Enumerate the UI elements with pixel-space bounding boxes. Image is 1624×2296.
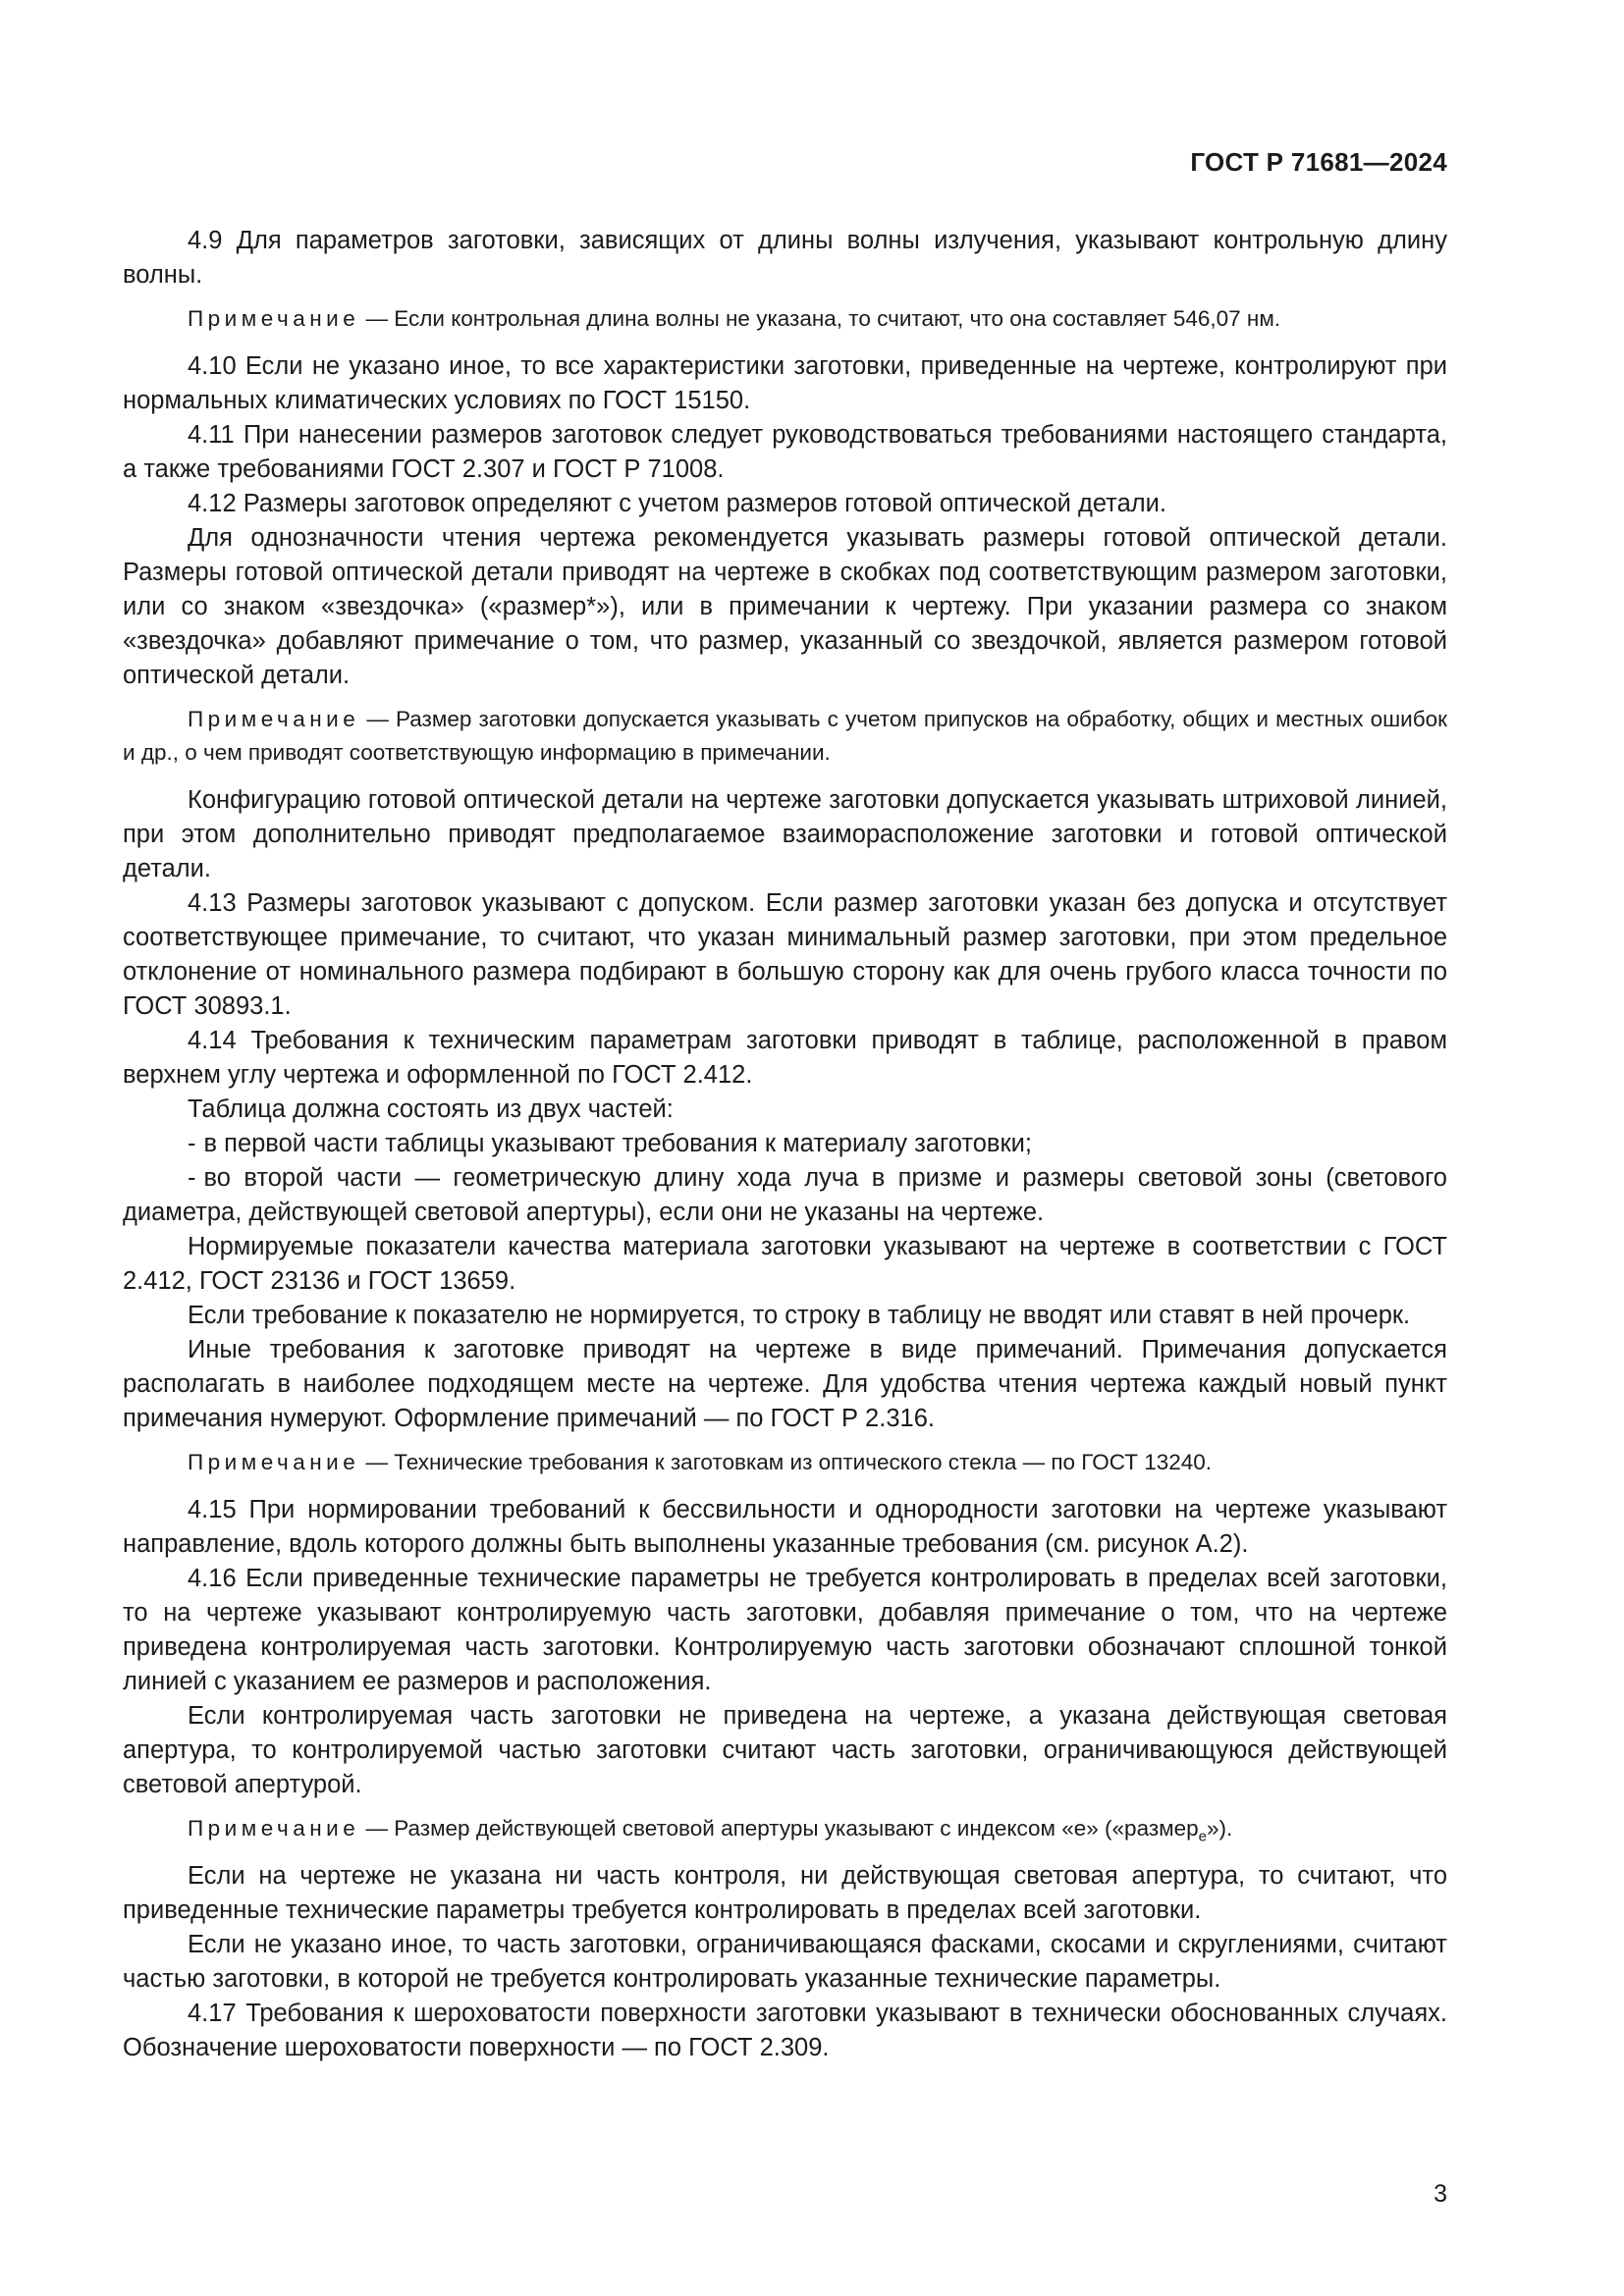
paragraph-chamfers: Если не указано иное, то часть заготовки, ограничивающаяся фасками, скосами и скруглениями, считают частью заготовки, в которой не требуется контролировать указанные технические параметры. [123,1931,1447,1993]
clause-4-14: 4.14 Требования к техническим параметрам заготовки приводят в таблице, расположенной в правом верхнем углу чертежа и оформленной по ГОСТ 2.412. [123,1027,1447,1089]
paragraph-not-normalized: Если требование к показателю не нормируется, то строку в таблицу не вводят или ставят в ней прочерк. [188,1302,1411,1329]
list-marker: - [188,1130,196,1157]
clause-4-13: 4.13 Размеры заготовок указывают с допуском. Если размер заготовки указан без допуска и отсутствует соответствующее примечание, то считают, что указан минимальный размер заготовки, при этом предельное отклонение от номинального размера подбирают в большую сторону как для очень грубого класса точности по ГОСТ 30893.1. [123,889,1447,1020]
paragraph-no-control-part: Если на чертеже не указана ни часть контроля, ни действующая световая апертура, то считают, что приведенные технические параметры требуется контролировать в пределах всей заготовки. [123,1862,1447,1924]
note-text: — Размер действующей световой апертуры указывают с индексом «е» («размер [359,1816,1199,1841]
note-label: Примечание [188,1816,360,1841]
note-subscript: е [1198,1828,1207,1845]
note-text: — Технические требования к заготовкам из оптического стекла — по ГОСТ 13240. [359,1450,1213,1474]
standard-number-header: ГОСТ Р 71681—2024 [1190,147,1447,177]
note-optical-glass [123,1446,1447,1479]
paragraph-other-requirements: Иные требования к заготовке приводят на чертеже в виде примечаний. Примечания допускается располагать в наиболее подходящем месте на чертеже. Для удобства чтения чертежа каждый новый пункт примечания нумеруют. Оформление примечаний — по ГОСТ Р 2.316. [123,1336,1447,1432]
note-text: — Если контрольная длина волны не указана, то считают, что она составляет 546,07 нм. [359,306,1281,331]
note-label: Примечание [188,306,360,331]
paragraph-table-intro: Таблица должна состоять из двух частей: [188,1095,674,1123]
clause-4-12-detail: Для однозначности чтения чертежа рекомендуется указывать размеры готовой оптической детали. Размеры готовой оптической детали приводят на чертеже в скобках под соответствующим размером заготовки, или со знаком «звездочка» («размер*»), или в примечании к чертежу. При указании размера со знаком «звездочка» добавляют примечание о том, что размер, указанный со звездочкой, является размером готовой оптической детали. [123,524,1447,689]
paragraph-quality-indicators: Нормируемые показатели качества материала заготовки указывают на чертеже в соответствии с ГОСТ 2.412, ГОСТ 23136 и ГОСТ 13659. [123,1233,1447,1295]
clause-4-10: 4.10 Если не указано иное, то все характеристики заготовки, приведенные на чертеже, контролируют при нормальных климатических условиях по ГОСТ 15150. [123,352,1447,414]
clause-4-15: 4.15 При нормировании требований к бессвильности и однородности заготовки на чертеже указывают направление, вдоль которого должны быть выполнены указанные требования (см. рисунок А.2). [123,1496,1447,1558]
note-effective-aperture [123,1812,1447,1845]
table-parts-list [123,1127,1447,1230]
clause-4-12: 4.12 Размеры заготовок определяют с учетом размеров готовой оптической детали. [188,490,1166,517]
clause-4-16: 4.16 Если приведенные технические параметры не требуется контролировать в пределах всей заготовки, то на чертеже указывают контролируемую часть заготовки, добавляя примечание о том, что на чертеже приведена контролируемая часть заготовки. Контролируемую часть заготовки обозначают сплошной тонкой линией с указанием ее размеров и расположения. [123,1565,1447,1695]
note-blank-allowance [123,703,1447,770]
document-body [123,224,1447,2065]
clause-4-9: 4.9 Для параметров заготовки, зависящих от длины волны излучения, указывают контрольную длину волны. [123,227,1447,289]
note-text-end: »). [1207,1816,1233,1841]
clause-4-17: 4.17 Требования к шероховатости поверхности заготовки указывают в технически обоснованных случаях. Обозначение шероховатости поверхности — по ГОСТ 2.309. [123,2000,1447,2061]
clause-4-11: 4.11 При нанесении размеров заготовок следует руководствоваться требованиями настоящего стандарта, а также требованиями ГОСТ 2.307 и ГОСТ Р 71008. [123,421,1447,483]
list-item: - во второй части — геометрическую длину хода луча в призме и размеры световой зоны (светового диаметра, действующей световой апертуры), если они не указаны на чертеже. [123,1164,1447,1226]
note-reference-wavelength [123,302,1447,336]
note-text: — Размер заготовки допускается указывать с учетом припусков на обработку, общих и местных ошибок и др., о чем приводят соответствующую информацию в примечании. [123,707,1447,765]
note-label: Примечание [188,707,360,731]
list-marker: - [188,1164,196,1192]
paragraph-configuration: Конфигурацию готовой оптической детали на чертеже заготовки допускается указывать штриховой линией, при этом дополнительно приводят предполагаемое взаиморасположение заготовки и готовой оптической детали. [123,786,1447,882]
page-number: 3 [1434,2180,1447,2208]
list-item: - в первой части таблицы указывают требования к материалу заготовки; [188,1130,1032,1157]
note-label: Примечание [188,1450,360,1474]
paragraph-controlled-part: Если контролируемая часть заготовки не приведена на чертеже, а указана действующая световая апертура, то контролируемой частью заготовки считают часть заготовки, ограничивающуюся действующей световой апертурой. [123,1702,1447,1798]
